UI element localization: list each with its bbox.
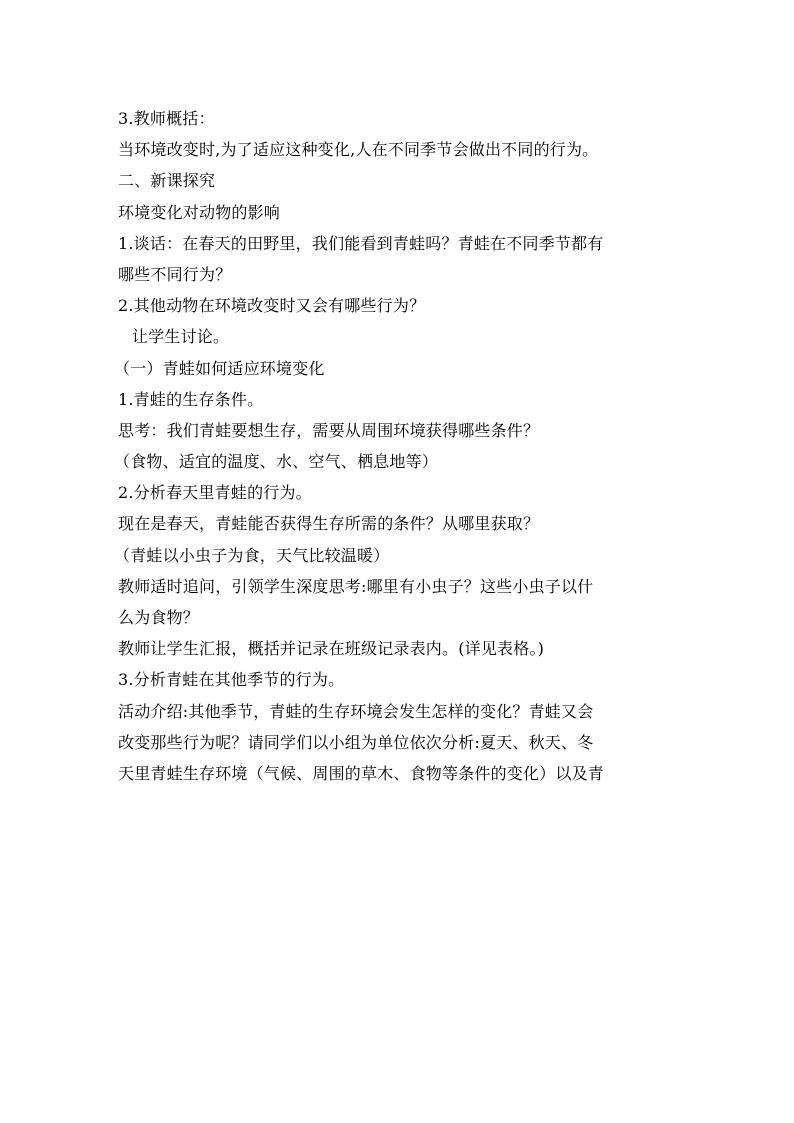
paragraph-line: 3.分析青蛙在其他季节的行为。 [118,670,345,690]
paragraph-line: 让学生讨论。 [132,327,230,347]
paragraph-line: 思考：我们青蛙要想生存，需要从周围环境获得哪些条件？ [118,420,540,440]
step-3-teacher-summary-heading: 3.教师概括： [118,109,215,128]
paragraph-line: 1.青蛙的生存条件。 [118,389,264,409]
paragraph-line: （食物、适宜的温度、水、空气、栖息地等） [114,452,439,472]
paragraph-line: 教师适时追问，引领学生深度思考:哪里有小虫子？这些小虫子以什 [118,576,594,596]
topic-heading: 环境变化对动物的影响 [118,202,281,222]
paragraph-line: 活动介绍:其他季节，青蛙的生存环境会发生怎样的变化？青蛙又会 [118,701,594,721]
paragraph-line: 现在是春天，青蛙能否获得生存所需的条件？从哪里获取？ [118,514,540,534]
summary-text: 当环境改变时,为了适应这种变化,人在不同季节会做出不同的行为。 [118,140,599,160]
paragraph-line: （青蛙以小虫子为食，天气比较温暖） [114,545,390,565]
paragraph-line: 天里青蛙生存环境（气候、周围的草木、食物等条件的变化）以及青 [118,763,605,783]
section-heading-new-lesson: 二、新课探究 [118,171,216,191]
paragraph-line: 2.其他动物在环境改变时又会有哪些行为？ [118,296,426,316]
paragraph-line: 1.谈话：在春天的田野里，我们能看到青蛙吗？青蛙在不同季节都有 [118,233,604,253]
paragraph-line: 哪些不同行为？ [118,264,232,284]
subsection-heading: （一）青蛙如何适应环境变化 [114,358,325,378]
paragraph-line: 么为食物？ [118,608,200,627]
paragraph-line: 教师让学生汇报，概括并记录在班级记录表内。(详见表格。) [118,639,545,659]
paragraph-line: 2.分析春天里青蛙的行为。 [118,483,312,503]
document-body [114,103,680,789]
paragraph-line: 改变那些行为呢？请同学们以小组为单位依次分析:夏天、秋天、冬 [118,732,594,752]
